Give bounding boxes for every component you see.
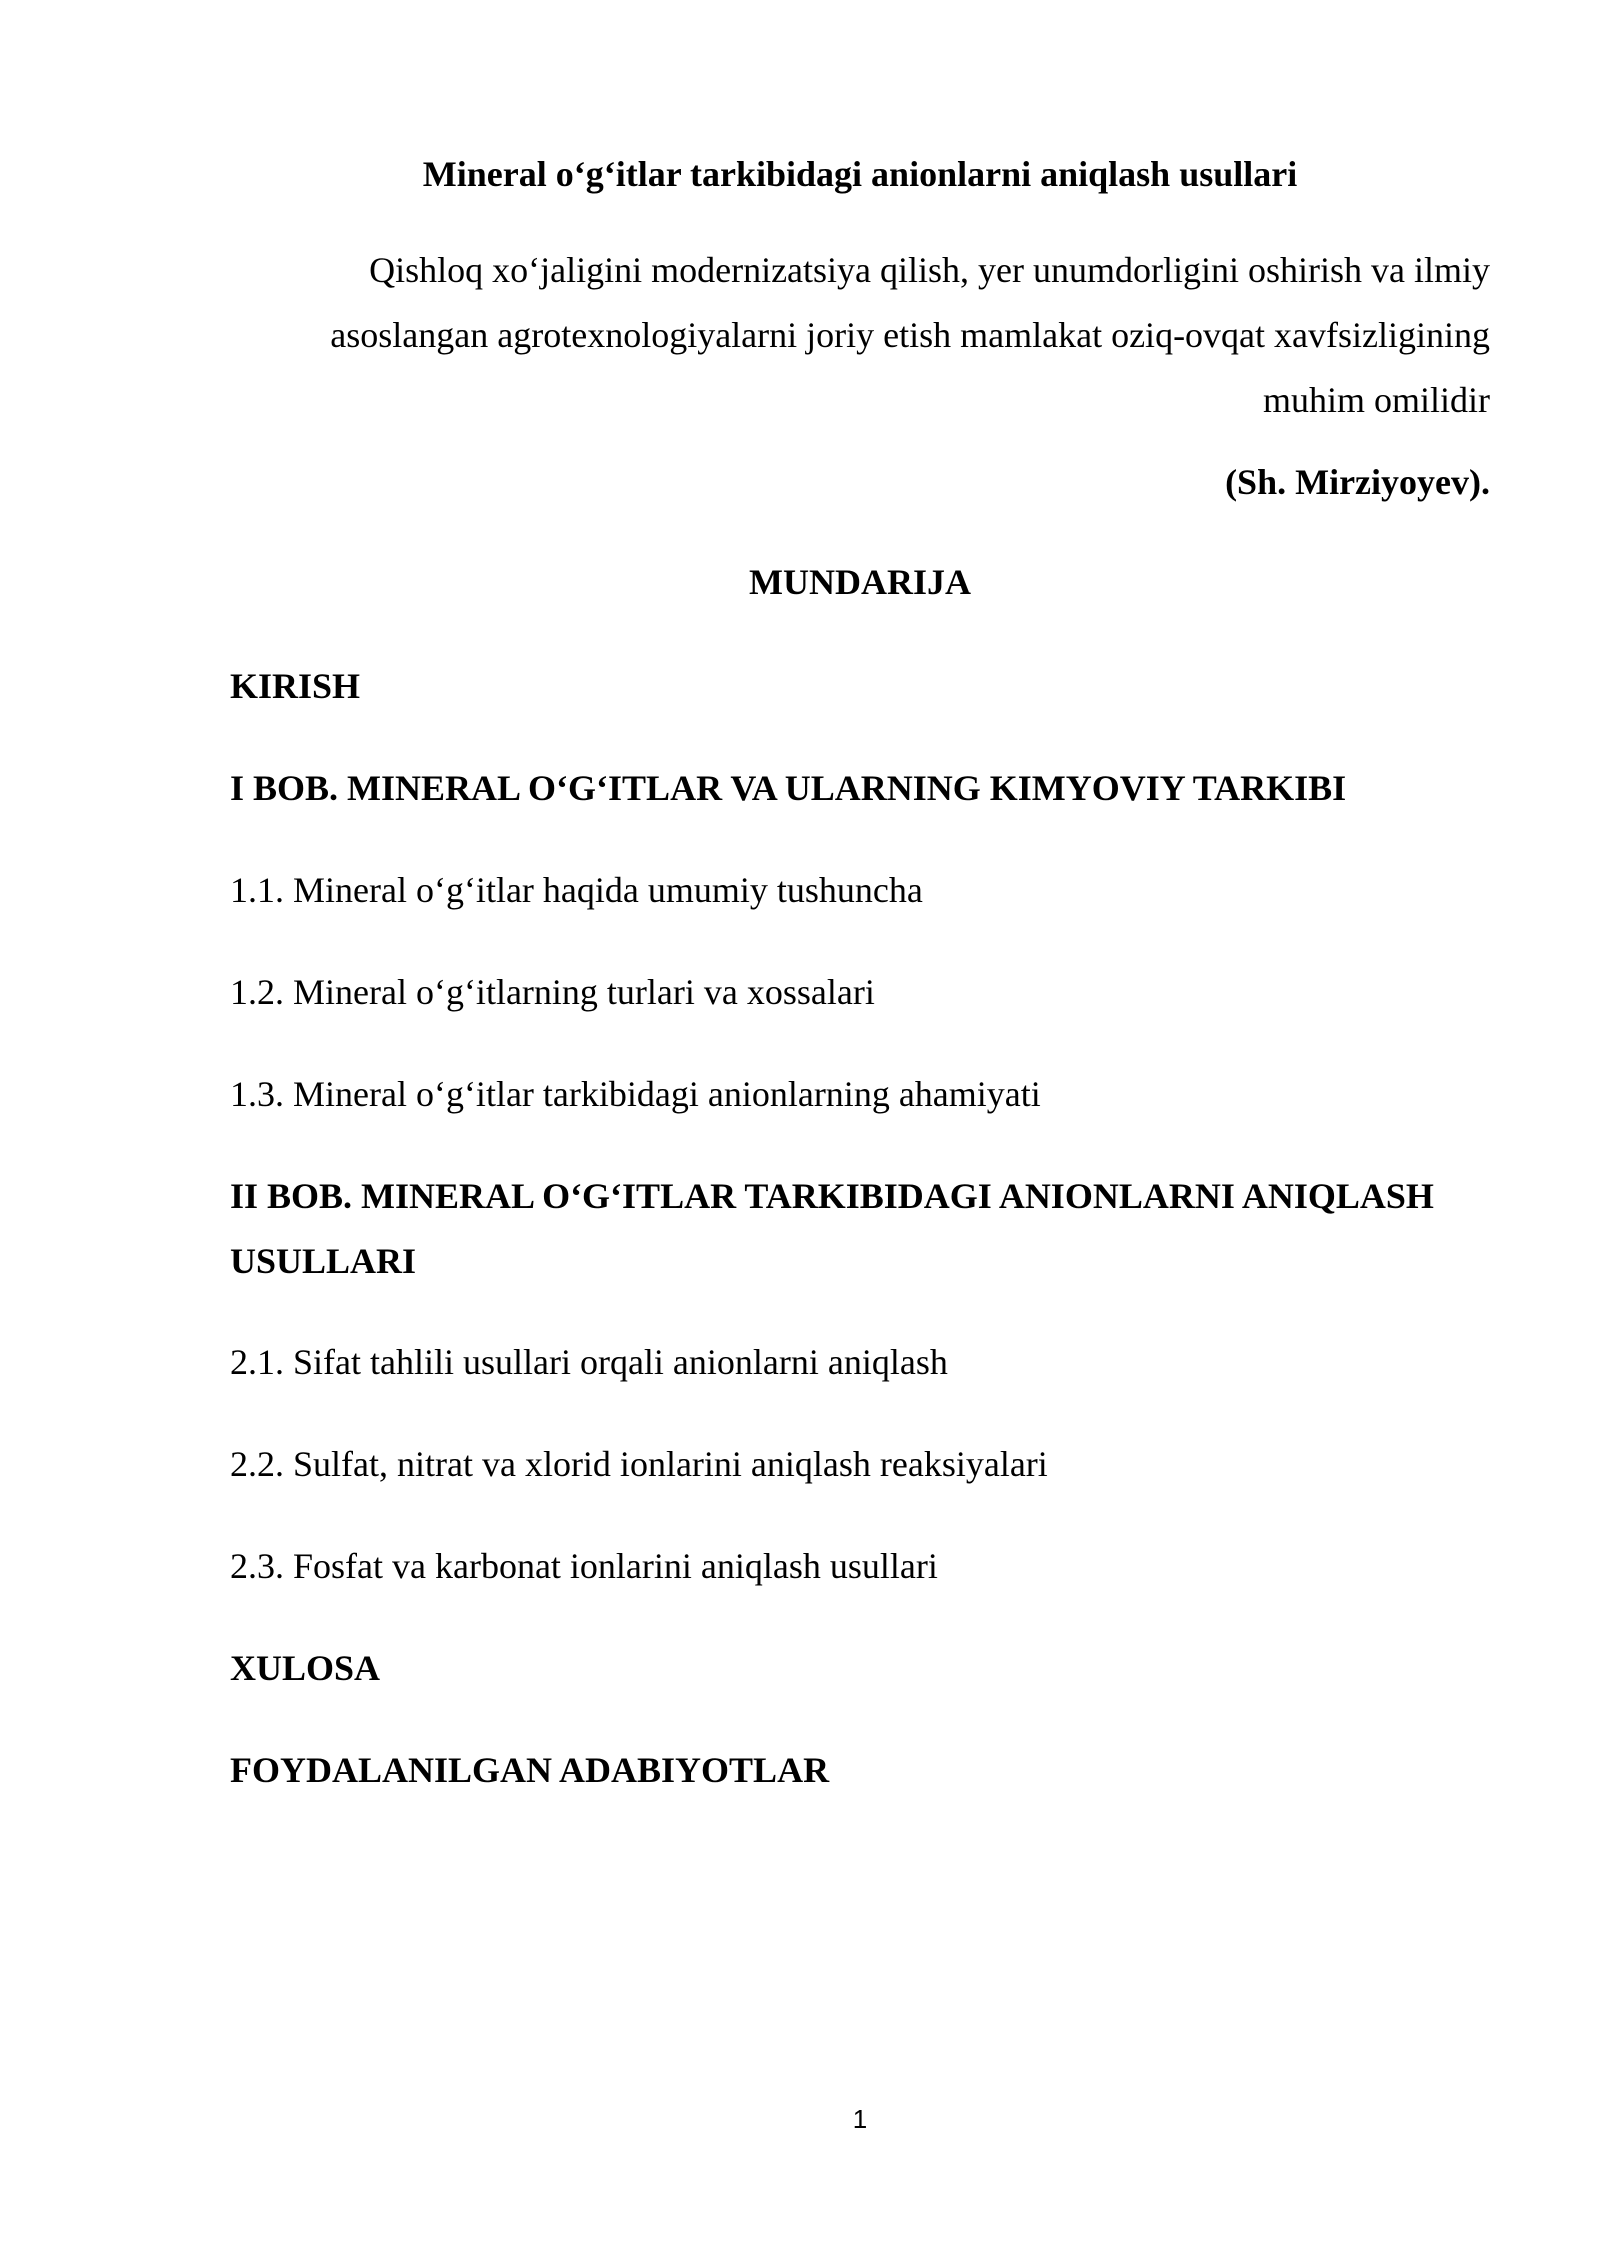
toc-entry-section-1-2: 1.2. Mineral o‘g‘itlarning turlari va xossalari (230, 972, 875, 1012)
page-number: 1 (852, 2104, 868, 2134)
toc-entry-section-1-3: 1.3. Mineral o‘g‘itlar tarkibidagi anionlarning ahamiyati (230, 1074, 1041, 1114)
toc-entry-section-2-2: 2.2. Sulfat, nitrat va xlorid ionlarini aniqlash reaksiyalari (230, 1444, 1048, 1484)
toc-entry-conclusion: XULOSA (230, 1648, 381, 1688)
toc-entry-references: FOYDALANILGAN ADABIYOTLAR (230, 1750, 830, 1790)
document-title: Mineral o‘g‘itlar tarkibidagi anionlarni aniqlash usullari (422, 154, 1298, 194)
toc-entry-section-2-3: 2.3. Fosfat va karbonat ionlarini aniqlash usullari (230, 1546, 938, 1586)
toc-heading: MUNDARIJA (749, 562, 971, 602)
toc-entry-section-2-1: 2.1. Sifat tahlili usullari orqali anionlarni aniqlash (230, 1342, 948, 1382)
toc-entry-introduction: KIRISH (230, 666, 361, 706)
toc-entry-chapter-1: I BOB. MINERAL O‘G‘ITLAR VA ULARNING KIMYOVIY TARKIBI (230, 768, 1347, 808)
toc-entry-chapter-2: II BOB. MINERAL O‘G‘ITLAR TARKIBIDAGI ANIONLARNI ANIQLASH USULLARI (230, 1176, 1434, 1281)
epigraph-quote: Qishloq xo‘jaligini modernizatsiya qilish, yer unumdorligini oshirish va ilmiy asoslangan agrotexnologiyalarni joriy etish mamlakat oziq-ovqat xavfsizligining muhim omilidir (330, 250, 1490, 420)
epigraph-author: (Sh. Mirziyoyev). (1225, 462, 1490, 502)
toc-entry-section-1-1: 1.1. Mineral o‘g‘itlar haqida umumiy tushuncha (230, 870, 923, 910)
